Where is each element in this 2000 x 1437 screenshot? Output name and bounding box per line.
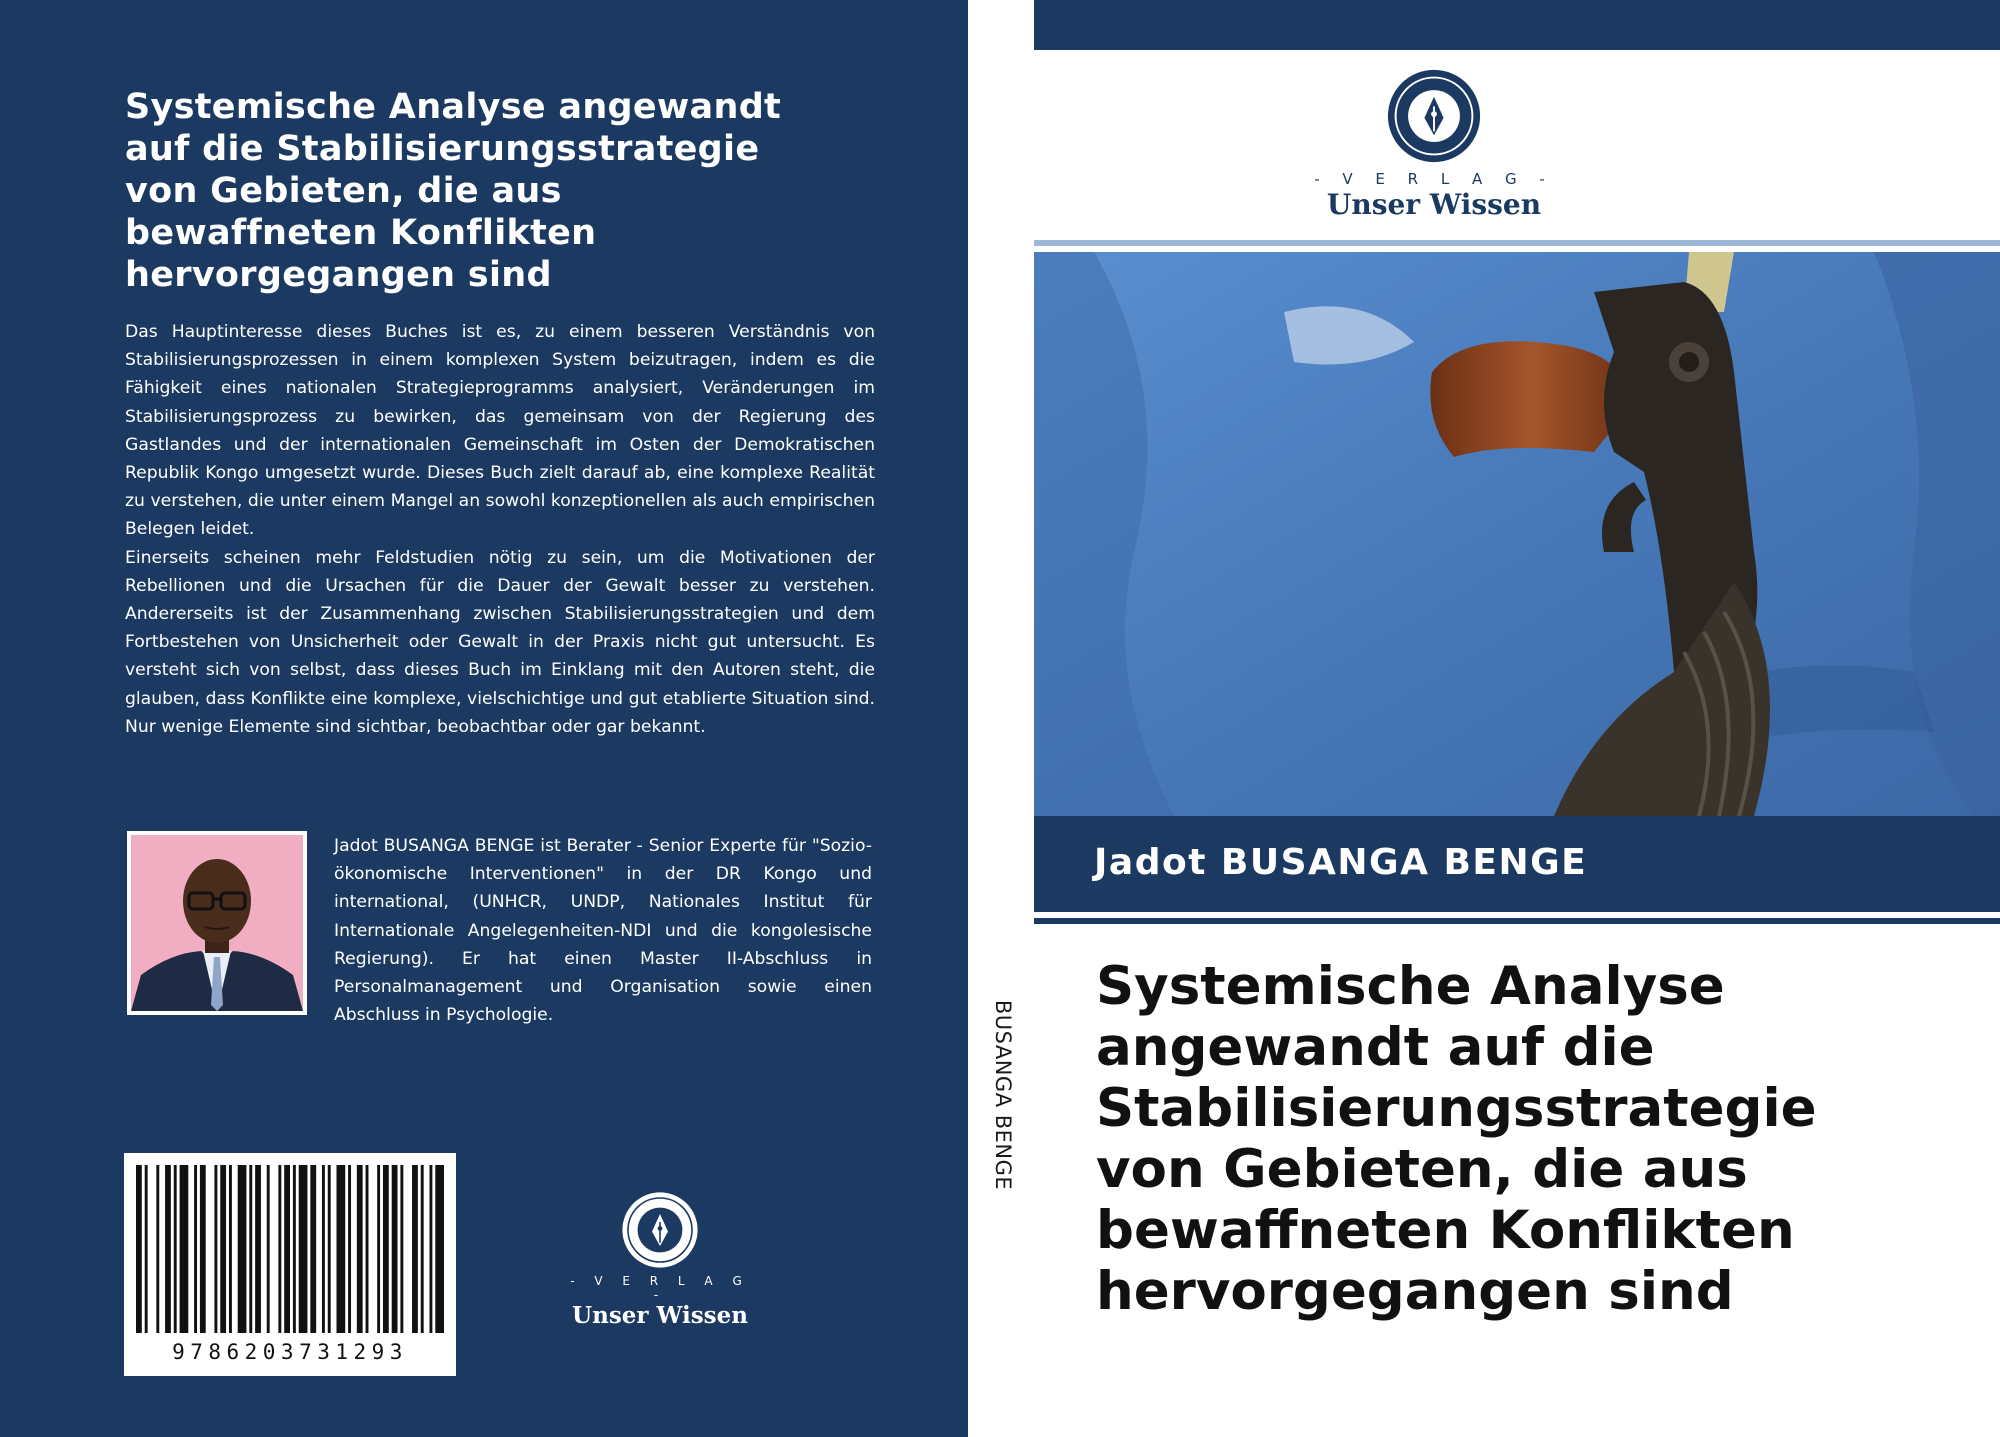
author-photo <box>127 831 307 1015</box>
barcode-bar <box>435 1165 444 1333</box>
publisher-name: Unser Wissen <box>1326 188 1542 221</box>
barcode-bar <box>293 1165 296 1333</box>
author-band <box>1034 816 2000 912</box>
barcode-bar <box>180 1165 189 1333</box>
barcode-bar <box>299 1165 308 1333</box>
publisher-seal-icon <box>620 1190 700 1270</box>
barcode-bar <box>267 1165 270 1333</box>
barcode-bar <box>383 1165 389 1333</box>
spine <box>968 0 1034 1437</box>
barcode-bar <box>200 1165 206 1333</box>
barcode-bar <box>238 1165 247 1333</box>
barcode-number: 9786203731293 <box>172 1340 408 1364</box>
barcode-bar <box>322 1165 325 1333</box>
front-publisher-logo <box>1314 68 1554 221</box>
back-publisher-logo <box>560 1190 760 1329</box>
blurb-paragraph-1: Das Hauptinteresse dieses Buches ist es, zu einem besseren Verständnis von Stabilisierungsprozessen in einem komplexen System beizutragen, indem es die Fähigkeit eines nationalen Strategieprogramms analysiert, Veränderungen im Stabilisierungsprozess zu bewirken, das gemeinsam von der Regierung des Gastlandes und der internationalen Gemeinschaft im Osten der Demokratischen Republik Kongo umgesetzt wurde. Dieses Buch zielt darauf ab, eine komplexe Realität zu verstehen, die unter einem Mangel an sowohl konzeptionellen als auch empirischen Belegen leidet. <box>125 322 875 540</box>
back-cover-blurb <box>125 318 875 741</box>
barcode-bar <box>366 1165 369 1333</box>
barcode-bar <box>220 1165 226 1333</box>
barcode-bar <box>392 1165 398 1333</box>
barcode-bar <box>165 1165 171 1333</box>
spine-author: BUSANGA BENGE <box>991 999 1015 1191</box>
publisher-verlag-label: - V E R L A G - <box>570 1274 750 1302</box>
barcode-bar <box>357 1165 363 1333</box>
barcode-bar <box>377 1165 380 1333</box>
publisher-name: Unser Wissen <box>572 1302 748 1329</box>
barcode-bar <box>255 1165 261 1333</box>
isbn-barcode <box>124 1153 456 1376</box>
barcode-bar <box>194 1165 197 1333</box>
barcode-bar <box>336 1165 345 1333</box>
photo-top-rule <box>1034 240 2000 246</box>
front-author-name: Jadot BUSANGA BENGE <box>1094 842 1588 883</box>
cover-photo <box>1034 252 2000 816</box>
barcode-bar <box>310 1165 316 1333</box>
blurb-paragraph-2: Einerseits scheinen mehr Feldstudien nötig zu sein, um die Motivationen der Rebellionen und die Ursachen für die Dauer der Gewalt besser zu verstehen. Andererseits ist der Zusammenhang zwischen Stabilisierungsstrategien und dem Fortbestehen von Unsicherheit oder Gewalt in der Praxis nicht gut untersucht. Es versteht sich von selbst, dass dieses Buch im Einklang mit den Autoren steht, die glauben, dass Konflikte eine komplexe, vielschichtige und gut etablierte Situation sind. Nur wenige Elemente sind sichtbar, beobachtbar oder gar bekannt. <box>125 547 875 737</box>
publisher-seal-icon <box>1386 68 1482 164</box>
barcode-bar <box>421 1165 424 1333</box>
front-top-bar <box>1034 0 2000 50</box>
back-cover-title: Systemische Analyse angewandt auf die Stabilisierungsstrategie von Gebieten, die aus bewaffneten Konflikten hervorgegangen sind <box>125 87 782 295</box>
author-band-rule <box>1034 918 2000 924</box>
barcode-bar <box>284 1165 290 1333</box>
front-cover-title: Systemische Analyse angewandt auf die Stabilisierungsstrategie von Gebieten, die aus bewaffneten Konflikten hervorgegangen sind <box>1096 956 1817 1322</box>
barcode-bar <box>145 1165 148 1333</box>
barcode-bar <box>229 1165 232 1333</box>
barcode-bar <box>174 1165 177 1333</box>
barcode-bar <box>348 1165 351 1333</box>
barcode-bar <box>400 1165 403 1333</box>
barcode-bar <box>412 1165 418 1333</box>
publisher-verlag-label: - V E R L A G - <box>1314 170 1554 188</box>
front-cover <box>1034 0 2000 1437</box>
barcode-bar <box>136 1165 142 1333</box>
barcode-bars <box>136 1165 444 1333</box>
barcode-bar <box>278 1165 281 1333</box>
barcode-bar <box>429 1165 432 1333</box>
barcode-bar <box>249 1165 252 1333</box>
barcode-bar <box>156 1165 159 1333</box>
barcode-bar <box>214 1165 217 1333</box>
barcode-bar <box>328 1165 331 1333</box>
author-bio: Jadot BUSANGA BENGE ist Berater - Senior Experte für "Sozio-ökonomische Interventionen" in der DR Kongo und international, (UNHCR, UNDP, Nationales Institut für Internationale Angelegenheiten-NDI und die kongolesische Regierung). Er hat einen Master II-Abschluss in Personalmanagement und Organisation sowie einen Abschluss in Psychologie. <box>334 836 872 1026</box>
back-cover <box>0 0 968 1437</box>
